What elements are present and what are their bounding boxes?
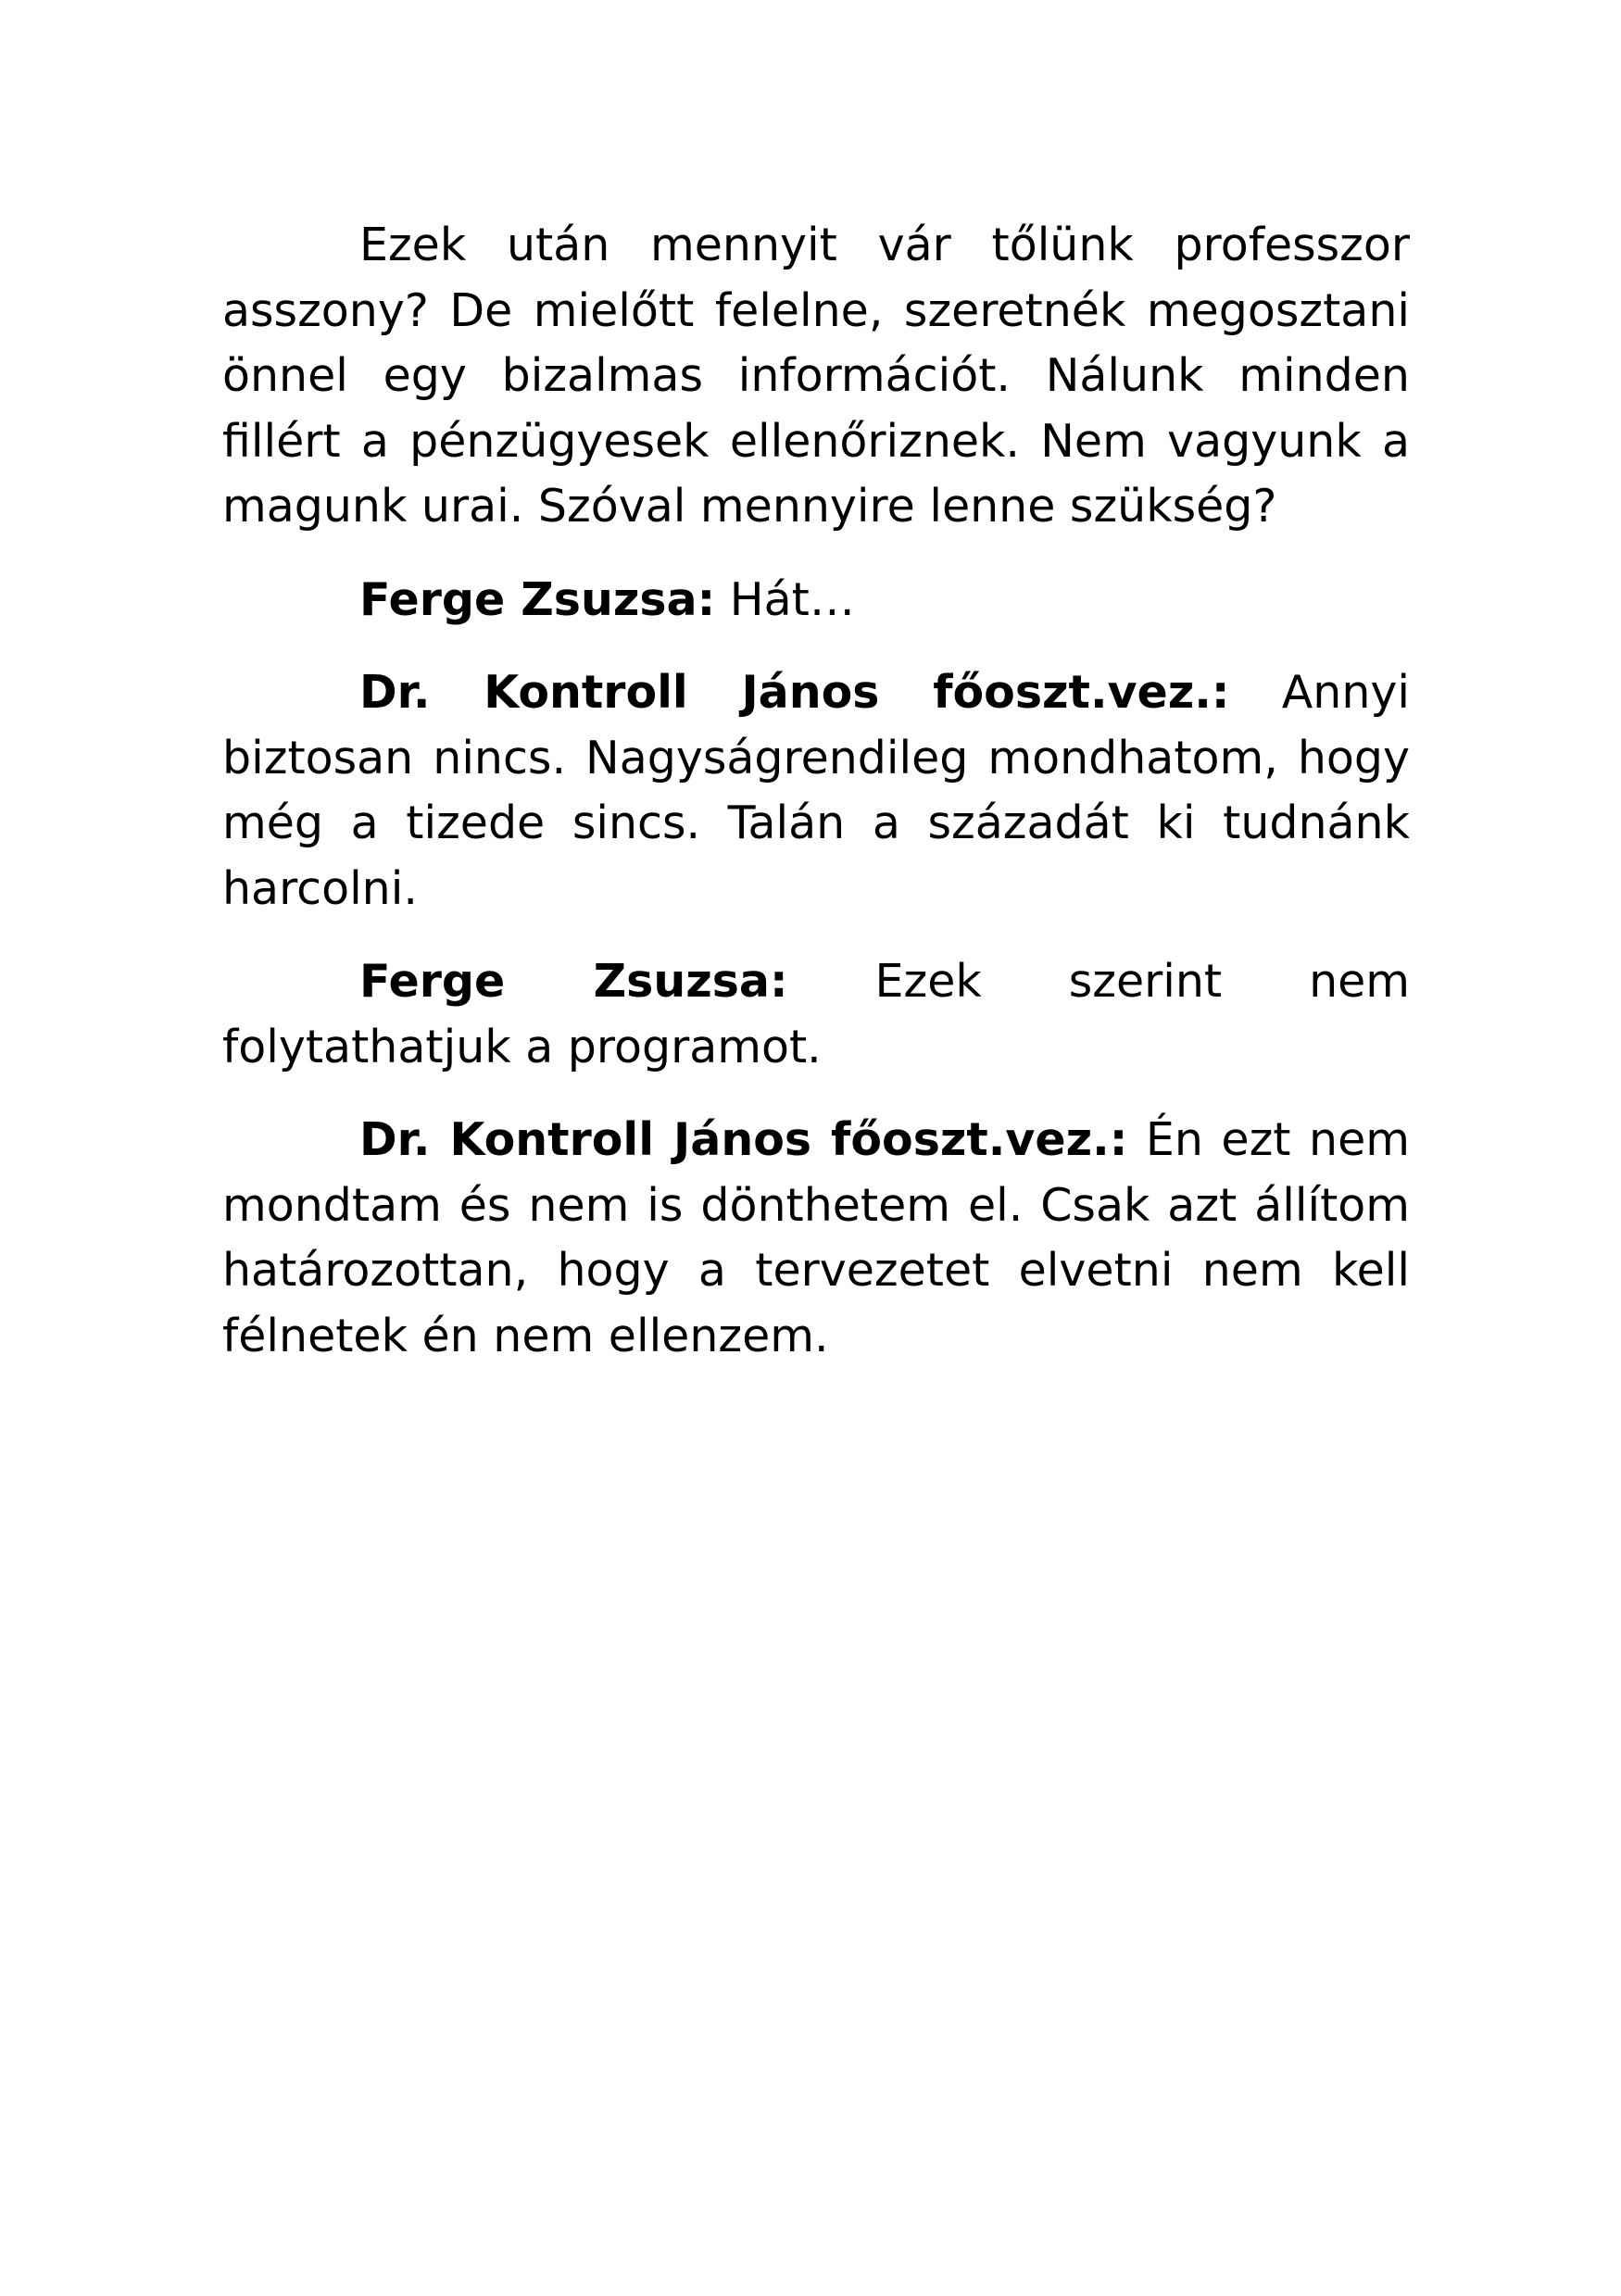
paragraph-kontroll-2 — [222, 1108, 1410, 1369]
paragraph-text: Hát… — [729, 572, 855, 626]
paragraph-ferge-1 — [222, 568, 1410, 634]
paragraph-kontroll-1 — [222, 660, 1410, 922]
paragraph-text: Ezek után mennyit vár tőlünk professzor asszony? De mielőtt felelne, szeretnék megosztani önnel egy bizalmas információt. Nálunk minden fillért a pénzügyesek ellenőriznek. Nem vagyunk a magunk urai. Szóval mennyire lenne szükség? — [222, 219, 1410, 533]
paragraph-narration — [222, 213, 1410, 540]
paragraph-text: Én ezt nem mondtam és nem is dönthetem el. Csak azt állítom határozottan, hogy a tervezetet elvetni nem kell félnetek én nem ellenzem. — [222, 1113, 1410, 1362]
paragraph-ferge-2 — [222, 949, 1410, 1080]
paragraph-text: Ezek szerint nem folytathatjuk a programot. — [222, 955, 1410, 1073]
speaker-name: Dr. Kontroll János főoszt.vez.: — [359, 1113, 1128, 1166]
speaker-name: Dr. Kontroll János főoszt.vez.: — [359, 666, 1230, 719]
dialogue-text — [222, 213, 1410, 1397]
speaker-name: Ferge Zsuzsa: — [359, 955, 788, 1008]
speaker-name: Ferge Zsuzsa: — [359, 572, 716, 626]
paragraph-text: Annyi biztosan nincs. Nagyságrendileg mondhatom, hogy még a tizede sincs. Talán a századát ki tudnánk harcolni. — [222, 666, 1410, 915]
